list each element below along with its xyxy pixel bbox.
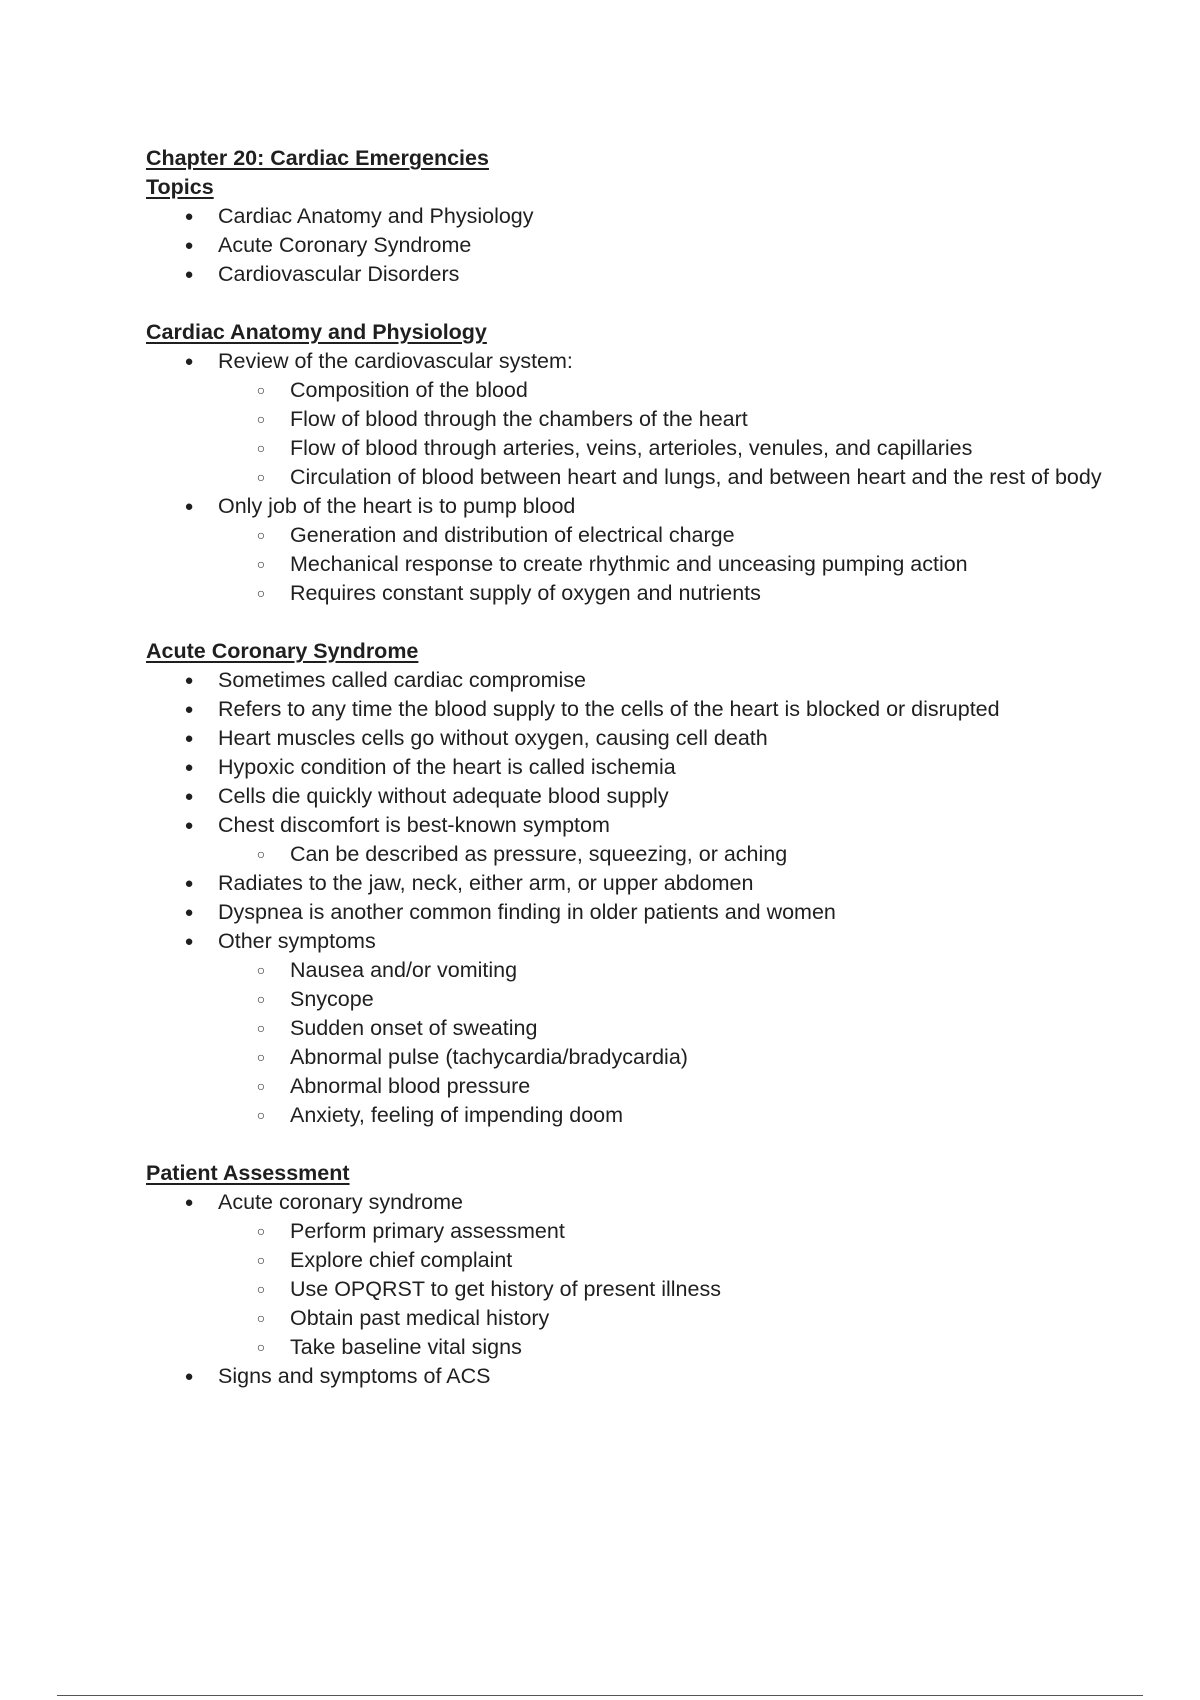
list-item-text: Refers to any time the blood supply to the cells of the heart is blocked or disrupted xyxy=(218,697,1000,721)
list-item xyxy=(184,347,1106,492)
sub-list-item-text: Circulation of blood between heart and lungs, and between heart and the rest of body xyxy=(290,465,1102,489)
sub-list-item-text: Requires constant supply of oxygen and nutrients xyxy=(290,581,761,605)
sub-list-item xyxy=(256,1333,1106,1362)
hollow-bullet-icon: ○ xyxy=(256,527,266,543)
sub-list-item-text: Explore chief complaint xyxy=(290,1248,513,1272)
hollow-bullet-icon: ○ xyxy=(256,469,266,485)
sub-list-item xyxy=(256,1101,1106,1130)
sub-list-item xyxy=(256,1043,1106,1072)
hollow-bullet-icon: ○ xyxy=(256,411,266,427)
bullet-list xyxy=(146,347,1106,608)
list-item xyxy=(184,260,1106,289)
hollow-bullet-icon: ○ xyxy=(256,846,266,862)
section xyxy=(146,318,1106,608)
filled-bullet-icon: ● xyxy=(184,933,194,950)
bullet-list xyxy=(146,666,1106,1130)
filled-bullet-icon: ● xyxy=(184,237,194,254)
hollow-bullet-icon: ○ xyxy=(256,1252,266,1268)
section xyxy=(146,1159,1106,1391)
sub-list-item-text: Flow of blood through arteries, veins, arterioles, venules, and capillaries xyxy=(290,436,973,460)
document-sections xyxy=(146,173,1106,1391)
list-item xyxy=(184,666,1106,695)
sub-list-item-text: Snycope xyxy=(290,987,374,1011)
section xyxy=(146,637,1106,1130)
sub-list-item-text: Flow of blood through the chambers of the heart xyxy=(290,407,748,431)
sub-list-item-text: Take baseline vital signs xyxy=(290,1335,522,1359)
hollow-bullet-icon: ○ xyxy=(256,1281,266,1297)
section-heading: Cardiac Anatomy and Physiology xyxy=(146,320,487,344)
sub-list-item xyxy=(256,434,1106,463)
filled-bullet-icon: ● xyxy=(184,353,194,370)
hollow-bullet-icon: ○ xyxy=(256,991,266,1007)
sub-list-item xyxy=(256,521,1106,550)
sub-list-item xyxy=(256,1275,1106,1304)
section-heading: Topics xyxy=(146,175,214,199)
list-item xyxy=(184,898,1106,927)
hollow-bullet-icon: ○ xyxy=(256,1107,266,1123)
sub-bullet-list xyxy=(218,1217,1106,1362)
sub-list-item-text: Composition of the blood xyxy=(290,378,528,402)
filled-bullet-icon: ● xyxy=(184,759,194,776)
list-item xyxy=(184,492,1106,608)
list-item-text: Cells die quickly without adequate blood supply xyxy=(218,784,669,808)
list-item xyxy=(184,753,1106,782)
sub-list-item xyxy=(256,1014,1106,1043)
sub-list-item-text: Can be described as pressure, squeezing, or aching xyxy=(290,842,788,866)
list-item-text: Hypoxic condition of the heart is called ischemia xyxy=(218,755,676,779)
list-item xyxy=(184,231,1106,260)
list-item-text: Acute coronary syndrome xyxy=(218,1190,463,1214)
section-heading: Patient Assessment xyxy=(146,1161,350,1185)
list-item xyxy=(184,724,1106,753)
hollow-bullet-icon: ○ xyxy=(256,1223,266,1239)
sub-list-item xyxy=(256,579,1106,608)
list-item xyxy=(184,927,1106,1130)
list-item xyxy=(184,811,1106,869)
sub-list-item xyxy=(256,1246,1106,1275)
list-item-text: Only job of the heart is to pump blood xyxy=(218,494,576,518)
sub-list-item-text: Nausea and/or vomiting xyxy=(290,958,518,982)
filled-bullet-icon: ● xyxy=(184,1368,194,1385)
filled-bullet-icon: ● xyxy=(184,730,194,747)
bullet-list xyxy=(146,1188,1106,1391)
sub-bullet-list xyxy=(218,376,1106,492)
list-item-text: Radiates to the jaw, neck, either arm, or upper abdomen xyxy=(218,871,754,895)
hollow-bullet-icon: ○ xyxy=(256,1339,266,1355)
list-item xyxy=(184,202,1106,231)
sub-list-item-text: Abnormal blood pressure xyxy=(290,1074,531,1098)
sub-bullet-list xyxy=(218,956,1106,1130)
list-item xyxy=(184,782,1106,811)
sub-list-item-text: Perform primary assessment xyxy=(290,1219,565,1243)
list-item-text: Chest discomfort is best-known symptom xyxy=(218,813,610,837)
list-item-text: Other symptoms xyxy=(218,929,376,953)
list-item-text: Dyspnea is another common finding in older patients and women xyxy=(218,900,836,924)
sub-list-item-text: Obtain past medical history xyxy=(290,1306,550,1330)
sub-bullet-list xyxy=(218,840,1106,869)
list-item-text: Heart muscles cells go without oxygen, causing cell death xyxy=(218,726,768,750)
hollow-bullet-icon: ○ xyxy=(256,1049,266,1065)
sub-list-item xyxy=(256,550,1106,579)
hollow-bullet-icon: ○ xyxy=(256,1310,266,1326)
list-item-text: Sometimes called cardiac compromise xyxy=(218,668,587,692)
page-bottom-divider xyxy=(57,1695,1143,1696)
sub-list-item xyxy=(256,376,1106,405)
filled-bullet-icon: ● xyxy=(184,875,194,892)
hollow-bullet-icon: ○ xyxy=(256,382,266,398)
sub-list-item xyxy=(256,1072,1106,1101)
filled-bullet-icon: ● xyxy=(184,266,194,283)
bullet-list xyxy=(146,202,1106,289)
list-item xyxy=(184,869,1106,898)
filled-bullet-icon: ● xyxy=(184,701,194,718)
filled-bullet-icon: ● xyxy=(184,208,194,225)
document-page xyxy=(146,144,1106,1391)
sub-list-item-text: Sudden onset of sweating xyxy=(290,1016,538,1040)
sub-list-item-text: Use OPQRST to get history of present illness xyxy=(290,1277,721,1301)
hollow-bullet-icon: ○ xyxy=(256,962,266,978)
list-item xyxy=(184,1362,1106,1391)
list-item-text: Cardiac Anatomy and Physiology xyxy=(218,204,534,228)
sub-list-item-text: Anxiety, feeling of impending doom xyxy=(290,1103,624,1127)
section xyxy=(146,173,1106,289)
sub-bullet-list xyxy=(218,521,1106,608)
filled-bullet-icon: ● xyxy=(184,904,194,921)
filled-bullet-icon: ● xyxy=(184,788,194,805)
list-item-text: Acute Coronary Syndrome xyxy=(218,233,472,257)
document-title: Chapter 20: Cardiac Emergencies xyxy=(146,146,489,170)
hollow-bullet-icon: ○ xyxy=(256,1020,266,1036)
list-item-text: Cardiovascular Disorders xyxy=(218,262,460,286)
sub-list-item xyxy=(256,840,1106,869)
sub-list-item xyxy=(256,956,1106,985)
list-item-text: Signs and symptoms of ACS xyxy=(218,1364,491,1388)
filled-bullet-icon: ● xyxy=(184,672,194,689)
sub-list-item xyxy=(256,1304,1106,1333)
list-item xyxy=(184,695,1106,724)
hollow-bullet-icon: ○ xyxy=(256,585,266,601)
sub-list-item-text: Mechanical response to create rhythmic and unceasing pumping action xyxy=(290,552,968,576)
filled-bullet-icon: ● xyxy=(184,498,194,515)
hollow-bullet-icon: ○ xyxy=(256,556,266,572)
hollow-bullet-icon: ○ xyxy=(256,1078,266,1094)
sub-list-item xyxy=(256,405,1106,434)
sub-list-item xyxy=(256,463,1106,492)
list-item-text: Review of the cardiovascular system: xyxy=(218,349,573,373)
sub-list-item-text: Generation and distribution of electrical charge xyxy=(290,523,735,547)
filled-bullet-icon: ● xyxy=(184,817,194,834)
list-item xyxy=(184,1188,1106,1362)
sub-list-item-text: Abnormal pulse (tachycardia/bradycardia) xyxy=(290,1045,688,1069)
section-heading: Acute Coronary Syndrome xyxy=(146,639,419,663)
sub-list-item xyxy=(256,1217,1106,1246)
hollow-bullet-icon: ○ xyxy=(256,440,266,456)
filled-bullet-icon: ● xyxy=(184,1194,194,1211)
sub-list-item xyxy=(256,985,1106,1014)
